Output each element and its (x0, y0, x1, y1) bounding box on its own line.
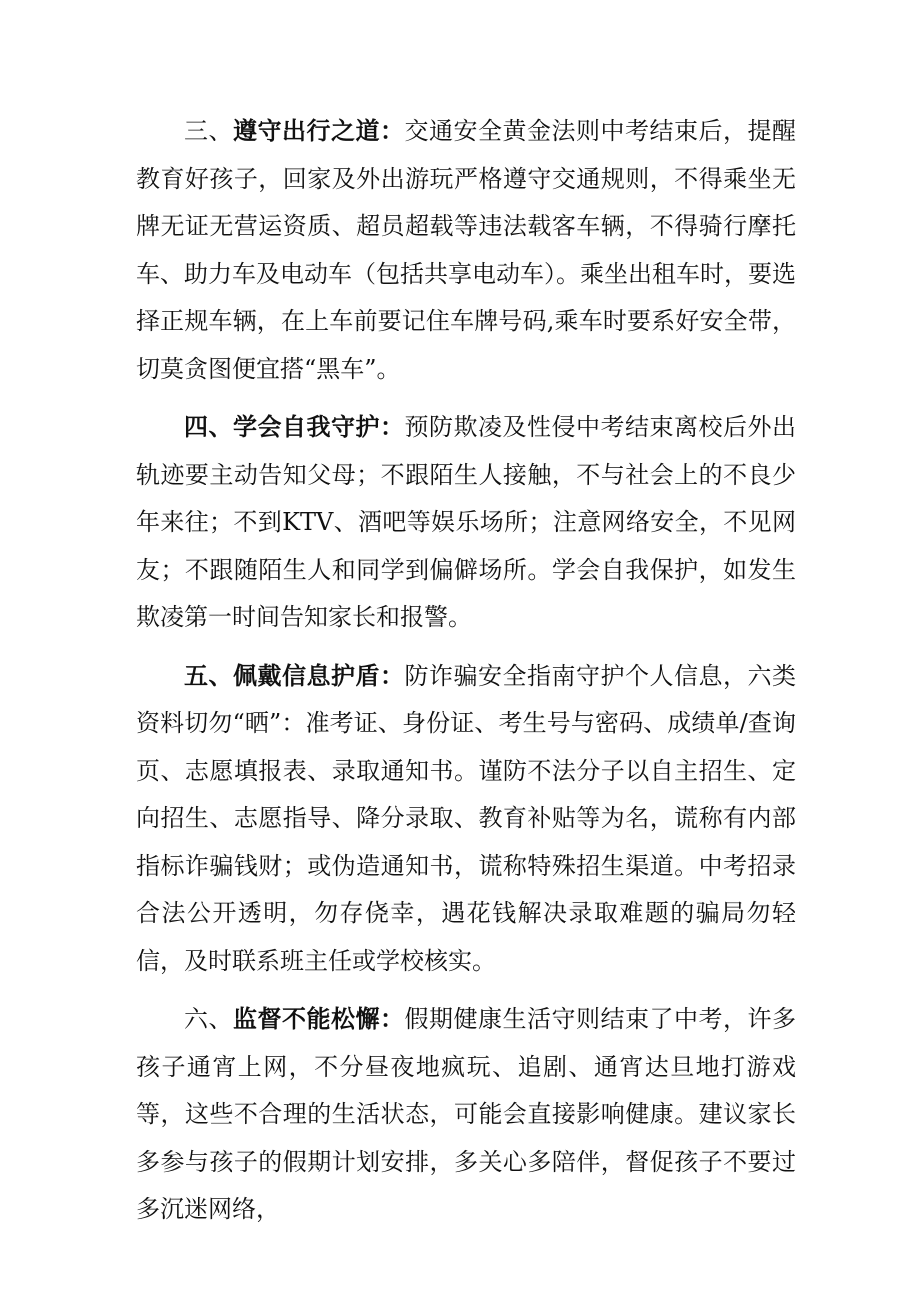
paragraph-3-prefix: 三、 (184, 117, 233, 145)
paragraph-4-body: 预防欺凌及性侵中考结束离校后外出轨迹要主动告知父母；不跟陌生人接触，不与社会上的不良少年来往；不到KTV、酒吧等娱乐场所；注意网络安全，不见网友；不跟随陌生人和同学到偏僻场所。学会自我保护，如发生欺凌第一时间告知家长和报警。 (136, 413, 796, 631)
paragraph-4-heading: 四、学会自我守护： (184, 413, 405, 441)
paragraph-5 (136, 653, 796, 986)
paragraph-6-heading: 监督不能松懈： (233, 1005, 405, 1033)
paragraph-3-body: 交通安全黄金法则中考结束后，提醒教育好孩子，回家及外出游玩严格遵守交通规则，不得乘坐无牌无证无营运资质、超员超载等违法载客车辆，不得骑行摩托车、助力车及电动车（包括共享电动车）。乘坐出租车时，要选择正规车辆，在上车前要记住车牌号码,乘车时要系好安全带，切莫贪图便宜搭“黑车”。 (136, 117, 796, 383)
paragraph-3 (136, 108, 796, 393)
paragraph-3-heading: 遵守出行之道： (233, 117, 405, 145)
paragraph-6-prefix: 六、 (184, 1005, 233, 1033)
paragraph-4 (136, 404, 796, 642)
paragraph-5-heading: 五、佩戴信息护盾： (184, 661, 405, 690)
paragraph-6-body: 假期健康生活守则结束了中考，许多孩子通宵上网，不分昼夜地疯玩、追剧、通宵达旦地打游戏等，这些不合理的生活状态，可能会直接影响健康。建议家长多参与孩子的假期计划安排，多关心多陪伴，督促孩子不要过多沉迷网络， (136, 1005, 796, 1223)
document-page (136, 108, 796, 1245)
paragraph-5-body: 防诈骗安全指南守护个人信息，六类资料切勿“晒”：准考证、身份证、考生号与密码、成绩单/查询页、志愿填报表、录取通知书。谨防不法分子以自主招生、定向招生、志愿指导、降分录取、教育补贴等为名，谎称有内部指标诈骗钱财；或伪造通知书，谎称特殊招生渠道。中考招录合法公开透明，勿存侥幸，遇花钱解决录取难题的骗局勿轻信，及时联系班主任或学校核实。 (136, 661, 796, 975)
paragraph-6 (136, 996, 796, 1234)
